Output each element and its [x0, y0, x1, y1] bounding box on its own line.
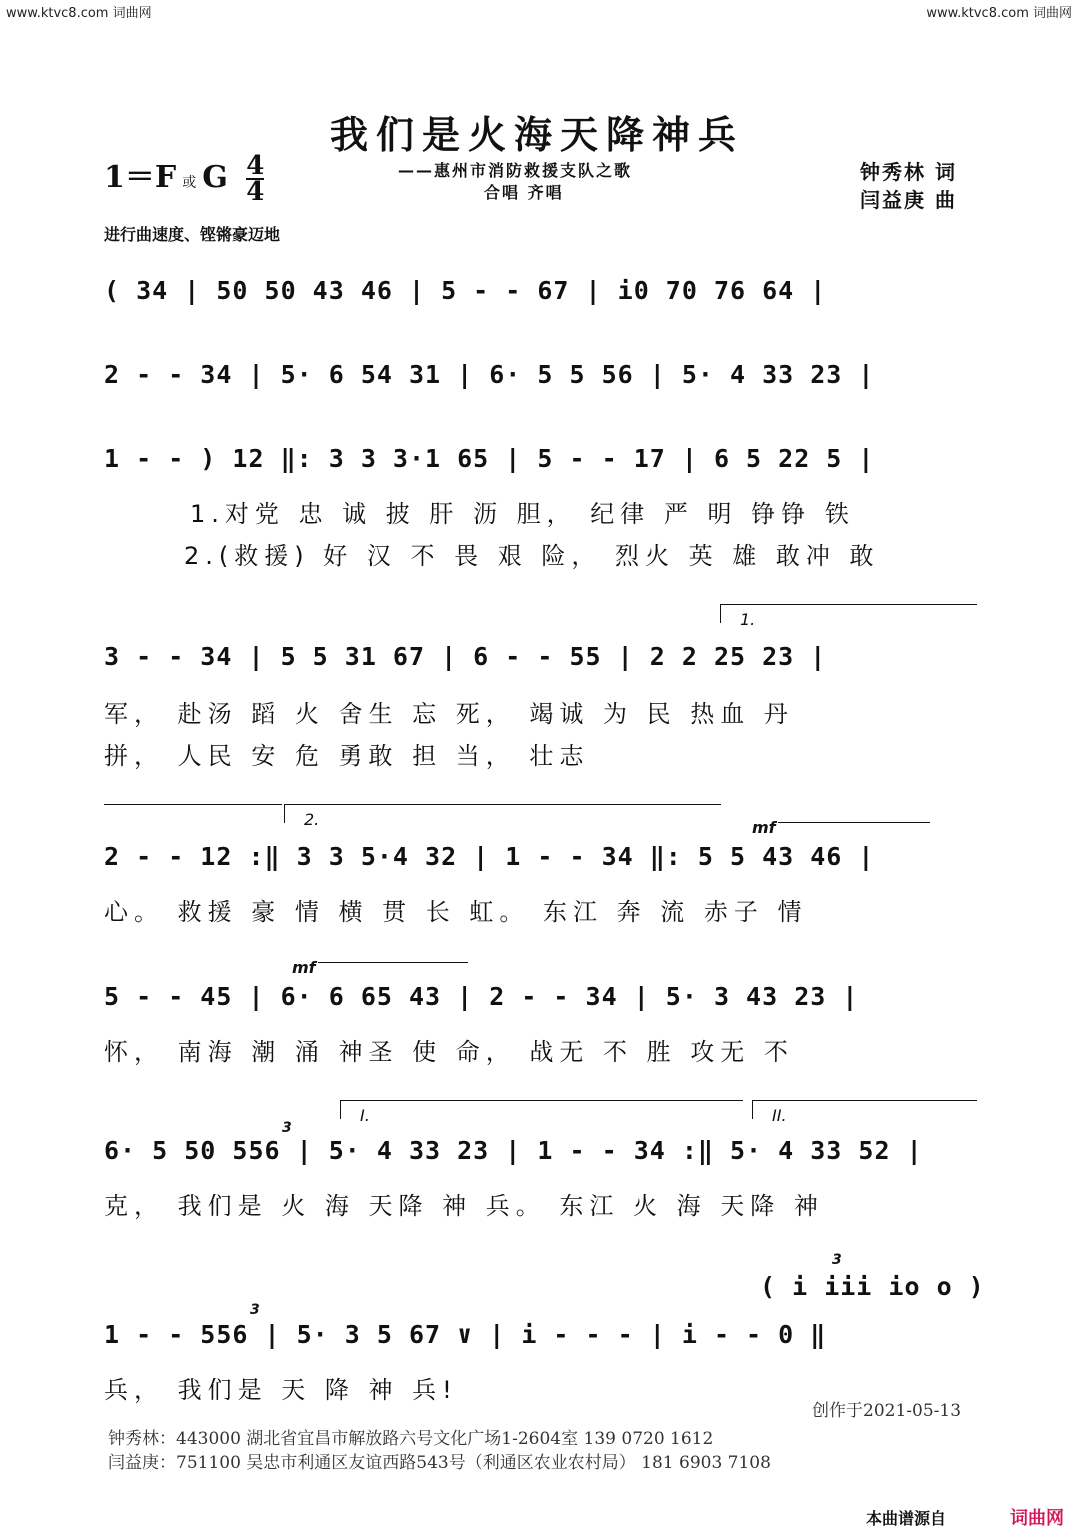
notation-row-4: 3 - - 34 | 5 5 31 67 | 6 - - 55 | 2 2 25 23 | — [104, 642, 827, 671]
key-alt: G — [202, 160, 228, 195]
watermark-right: www.ktvc8.com 词曲网 — [926, 6, 1072, 21]
dynamic-mf-row-5: mf — [752, 818, 776, 837]
composer: 闫益庚 曲 — [860, 188, 957, 212]
notation-row-6: 5 - - 45 | 6· 6 65 43 | 2 - - 34 | 5· 3 43 23 | — [104, 982, 859, 1011]
triplet-mark-ossia: 3 — [832, 1252, 842, 1268]
site-logo[interactable]: 词曲网 — [1010, 1508, 1064, 1529]
lyric-row-4-verse-1: 军， 赴汤 蹈 火 舍生 忘 死， 竭诚 为 民 热血 丹 — [104, 700, 794, 728]
crescendo-row-6 — [318, 962, 468, 973]
lyric-row-8-verse-1: 兵， 我们是 天 降 神 兵! — [104, 1376, 458, 1404]
lyric-row-4-verse-2: 拼， 人民 安 危 勇敢 担 当， 壮志 — [104, 742, 590, 770]
key-or: 或 — [182, 175, 197, 191]
song-title: 我们是火海天降神兵 — [330, 112, 745, 157]
key-signature — [104, 151, 265, 207]
notation-row-1: ( 34 | 50 50 43 46 | 5 - - 67 | i0 70 76 64 | — [104, 276, 827, 305]
contact-composer: 闫益庚：751100 吴忠市利通区友谊西路543号（利通区农业农村局） 181 6903 7108 — [108, 1453, 771, 1473]
volta-second-label: 2. — [304, 810, 320, 829]
volta-second-row-5 — [284, 804, 721, 823]
source-label: 本曲谱源自 — [866, 1509, 947, 1528]
time-bottom: 4 — [246, 177, 265, 207]
tempo-marking: 进行曲速度、铿锵豪迈地 — [104, 225, 281, 244]
notation-row-3: 1 - - ) 12 ‖: 3 3 3·1 65 | 5 - - 17 | 6 5 22 5 | — [104, 444, 875, 473]
volta-first-label: 1. — [740, 610, 756, 629]
volta-first-continuation — [104, 804, 282, 805]
time-top: 4 — [246, 151, 265, 181]
song-subtitle: ——惠州市消防救援支队之歌 — [398, 161, 633, 180]
created-date: 创作于2021-05-13 — [812, 1401, 962, 1421]
watermark-left: www.ktvc8.com 词曲网 — [6, 6, 152, 21]
volta-first-roman — [340, 1100, 743, 1119]
performance-type: 合唱 齐唱 — [484, 183, 564, 202]
notation-row-8: 1 - - 556 | 5· 3 5 67 ∨ | i - - - | i - - 0 ‖ — [104, 1320, 827, 1349]
triplet-mark-row-7: 3 — [282, 1120, 292, 1136]
volta-second-roman-label: II. — [772, 1106, 787, 1125]
key-main: 1＝F — [104, 160, 177, 195]
notation-row-7: 6· 5 50 556 | 5· 4 33 23 | 1 - - 34 :‖ 5· 4 33 52 | — [104, 1136, 923, 1165]
lyric-row-7-verse-1: 克， 我们是 火 海 天降 神 兵。 东江 火 海 天降 神 — [104, 1192, 824, 1220]
time-signature — [246, 151, 265, 207]
crescendo-row-5 — [778, 822, 930, 833]
lyric-row-6-verse-1: 怀， 南海 潮 涌 神圣 使 命， 战无 不 胜 攻无 不 — [104, 1038, 794, 1066]
lyricist: 钟秀林 词 — [860, 160, 957, 184]
lyric-row-3-verse-1: 1.对党 忠 诚 披 肝 沥 胆， 纪律 严 明 铮铮 铁 — [190, 500, 855, 528]
volta-first-row-4 — [720, 604, 977, 623]
lyric-row-5-verse-1: 心。 救援 豪 情 横 贯 长 虹。 东江 奔 流 赤子 情 — [104, 898, 808, 926]
triplet-mark-row-8: 3 — [250, 1302, 260, 1318]
volta-first-roman-label: I. — [360, 1106, 370, 1125]
notation-row-5: 2 - - 12 :‖ 3 3 5·4 32 | 1 - - 34 ‖: 5 5 43 46 | — [104, 842, 875, 871]
contact-lyricist: 钟秀林：443000 湖北省宜昌市解放路六号文化广场1-2604室 139 0720 1612 — [108, 1429, 714, 1449]
ossia-notation: ( i iii io o ) — [760, 1272, 985, 1301]
dynamic-mf-row-6: mf — [292, 958, 316, 977]
notation-row-2: 2 - - 34 | 5· 6 54 31 | 6· 5 5 56 | 5· 4 33 23 | — [104, 360, 875, 389]
lyric-row-3-verse-2: 2.(救援) 好 汉 不 畏 艰 险， 烈火 英 雄 敢冲 敢 — [184, 542, 880, 570]
